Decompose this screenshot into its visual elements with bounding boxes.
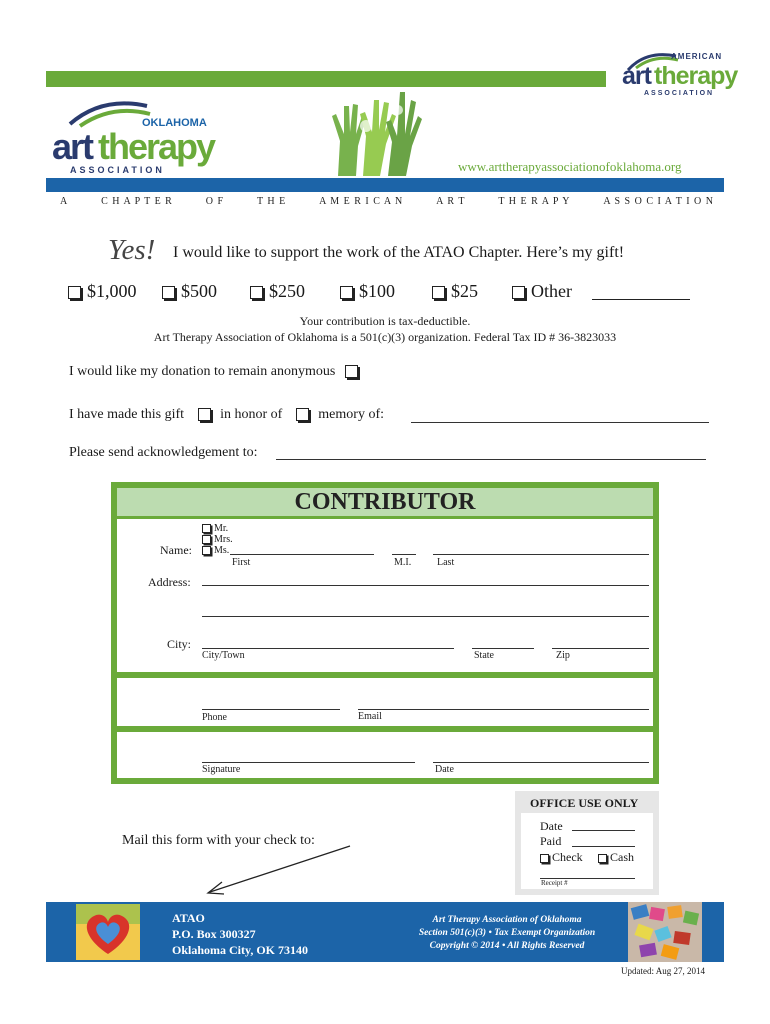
signature-label: Signature (202, 764, 241, 775)
checkbox-icon[interactable] (68, 286, 81, 299)
salutation-options (202, 523, 233, 556)
arrow-icon (200, 840, 360, 900)
office-date-field[interactable] (572, 830, 635, 831)
mailing-address (172, 910, 308, 958)
tagline-word: C H A P T E R (101, 196, 173, 207)
contributor-title-bar (117, 488, 653, 516)
ok-logo-art: art (52, 126, 93, 167)
made-gift-label: I have made this gift (69, 407, 185, 422)
tagline-word: A (60, 196, 69, 207)
state-field[interactable] (472, 648, 534, 649)
gift-intro: I would like to support the work of the ATAO Chapter. Here’s my gift! (173, 244, 625, 261)
website-url[interactable]: www.arttherapyassociationofoklahoma.org (458, 159, 682, 174)
other-amount-field[interactable] (592, 299, 690, 300)
honor-name-field[interactable] (411, 422, 709, 423)
checkbox-icon[interactable] (540, 854, 549, 863)
checkbox-icon[interactable] (512, 286, 525, 299)
name-label: Name: (160, 543, 192, 557)
tagline-word: A M E R I C A N (319, 196, 404, 207)
tagline-word: A R T (436, 196, 466, 207)
anonymous-row (69, 364, 364, 380)
acknowledge-label: Please send acknowledgement to: (69, 445, 258, 460)
contributor-panel-name (117, 519, 653, 672)
gift-honor-row (69, 407, 384, 423)
yes-heading: Yes! (108, 234, 156, 266)
city-label: City: (167, 637, 192, 651)
contributor-panel-contact (117, 678, 653, 726)
am-logo-therapy: therapy (654, 62, 738, 90)
office-date-label: Date (540, 819, 563, 833)
address-line-2: P.O. Box 300327 (172, 927, 256, 941)
mi-label: M.I. (394, 557, 412, 568)
heart-artwork-icon (76, 904, 140, 960)
oklahoma-label: OKLAHOMA (142, 117, 207, 129)
phone-field[interactable] (202, 709, 340, 710)
checkbox-icon[interactable] (202, 546, 211, 555)
american-art-therapy-logo (606, 46, 736, 102)
updated-date: Updated: Aug 27, 2014 (621, 966, 705, 976)
ms-option[interactable]: Ms. (202, 545, 233, 556)
first-name-field[interactable] (230, 554, 374, 555)
city-town-label: City/Town (202, 650, 245, 661)
office-paid-label: Paid (540, 834, 562, 848)
state-label: State (474, 650, 494, 661)
amount-100-option[interactable]: $100 (340, 281, 395, 302)
oklahoma-art-therapy-logo (52, 96, 232, 176)
bullet-icon: • (488, 928, 492, 938)
address-line-3: Oklahoma City, OK 73140 (172, 943, 309, 957)
mail-instruction: Mail this form with your check to: (122, 833, 315, 848)
memory-label: memory of: (318, 407, 385, 422)
top-green-bar (46, 71, 606, 87)
contributor-title: CONTRIBUTOR (294, 489, 476, 515)
tax-info (80, 313, 690, 345)
checkbox-icon[interactable] (250, 286, 263, 299)
tagline-word: T H E (256, 196, 287, 207)
office-cash-option[interactable]: Cash (598, 850, 634, 865)
tagline-word: T H E R A P Y (498, 196, 571, 207)
last-name-field[interactable] (433, 554, 649, 555)
american-label: AMERICAN (671, 52, 723, 61)
tax-line-2: Art Therapy Association of Oklahoma is a 501(c)(3) organization. Federal Tax ID # 36-3823033 (153, 330, 617, 344)
first-label: First (232, 557, 251, 568)
anonymous-checkbox[interactable] (345, 365, 358, 378)
checkbox-icon[interactable] (202, 524, 211, 533)
mrs-option[interactable]: Mrs. (202, 534, 233, 545)
mosaic-artwork-icon (628, 902, 702, 962)
ok-logo-association: ASSOCIATION (70, 165, 165, 175)
header-blue-bar (46, 178, 724, 192)
checkbox-icon[interactable] (202, 535, 211, 544)
email-field[interactable] (358, 709, 649, 710)
address-label: Address: (148, 575, 191, 589)
memory-checkbox[interactable] (296, 408, 309, 421)
footer-band (46, 902, 724, 962)
address-field-1[interactable] (202, 585, 649, 586)
address-line-1: ATAO (172, 911, 205, 925)
tagline-word: A S S O C I A T I O N (603, 196, 714, 207)
raised-hands-icon (318, 86, 428, 181)
office-check-option[interactable]: Check (540, 850, 583, 865)
org-status: Section 501(c)(3) • Tax Exempt Organization (418, 928, 596, 938)
checkbox-icon[interactable] (598, 854, 607, 863)
zip-field[interactable] (552, 648, 649, 649)
receipt-label: Receipt # (541, 879, 568, 887)
office-use-title: OFFICE USE ONLY (530, 796, 639, 810)
city-field[interactable] (202, 648, 454, 649)
checkbox-icon[interactable] (162, 286, 175, 299)
amount-other-option[interactable]: Other (512, 281, 572, 302)
anonymous-label: I would like my donation to remain anonymous (69, 364, 336, 379)
date-field[interactable] (433, 762, 649, 763)
checkbox-icon[interactable] (432, 286, 445, 299)
contributor-panel-signature (117, 732, 653, 778)
tax-line-1: Your contribution is tax-deductible. (299, 314, 471, 328)
tagline-word: O F (205, 196, 225, 207)
address-field-2[interactable] (202, 616, 649, 617)
date-label: Date (435, 764, 454, 775)
checkbox-icon[interactable] (340, 286, 353, 299)
bullet-icon: • (501, 941, 506, 951)
in-honor-checkbox[interactable] (198, 408, 211, 421)
mr-option[interactable]: Mr. (202, 523, 233, 534)
acknowledge-field[interactable] (276, 459, 706, 460)
org-name: Art Therapy Association of Oklahoma (432, 915, 582, 925)
organization-info (400, 914, 614, 953)
last-label: Last (437, 557, 455, 568)
amount-25-option[interactable]: $25 (432, 281, 478, 302)
ok-logo-therapy: therapy (98, 126, 215, 167)
middle-initial-field[interactable] (392, 554, 416, 555)
am-logo-association: ASSOCIATION (644, 90, 715, 97)
signature-field[interactable] (202, 762, 415, 763)
office-paid-field[interactable] (572, 846, 635, 847)
phone-label: Phone (202, 712, 227, 723)
email-label: Email (358, 711, 382, 722)
amount-1000-option[interactable]: $1,000 (68, 281, 137, 302)
in-honor-label: in honor of (220, 407, 283, 422)
amount-500-option[interactable]: $500 (162, 281, 217, 302)
amount-250-option[interactable]: $250 (250, 281, 305, 302)
tagline (60, 196, 714, 207)
org-copyright: Copyright © 2014 • All Rights Reserved (429, 941, 585, 951)
am-logo-art: art (622, 62, 651, 90)
zip-label: Zip (556, 650, 570, 661)
